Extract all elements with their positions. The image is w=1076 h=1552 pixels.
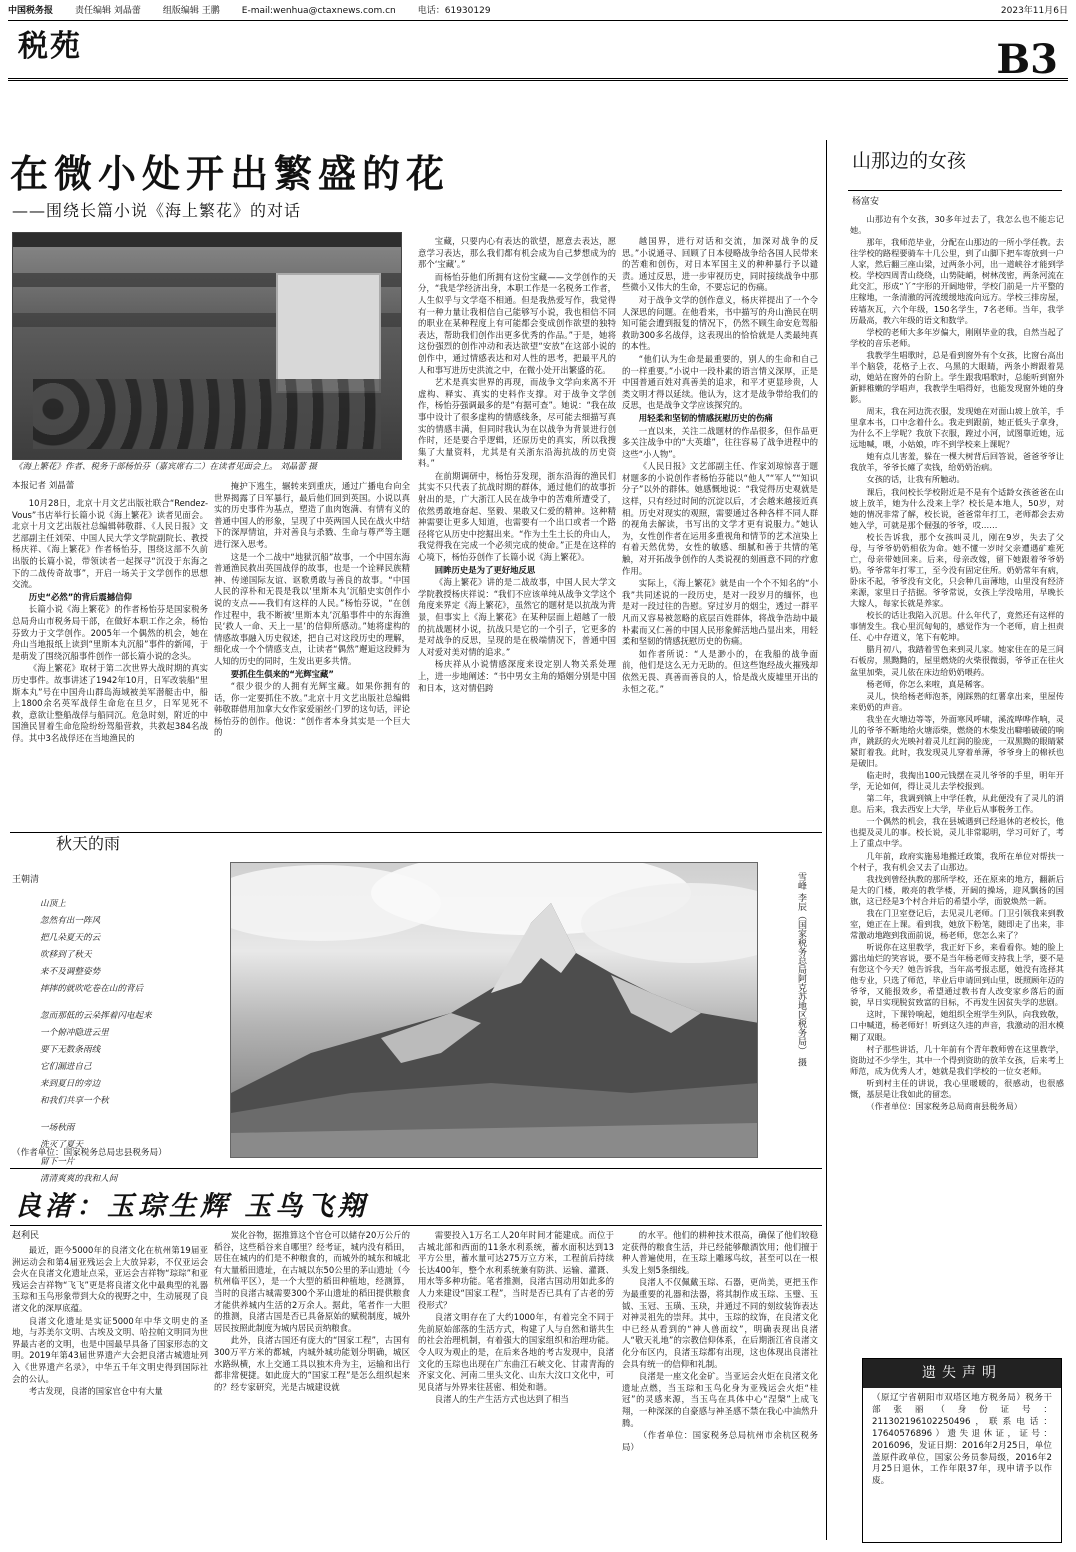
liangzhu-column-4 xyxy=(622,1230,818,1545)
paragraph: 听到村主任的讲说，我心里暖暖的，很感动，也很感慨，基层是让我如此的留恋。 xyxy=(850,1077,1064,1099)
phone: 电话：61930129 xyxy=(417,5,491,16)
paragraph: 周末，我在河边洗衣服，发现她在对面山坡上放羊，手里拿本书，口中念着什么。我走到跟前，她正低头子拿身，为什么不上学呢？我放下衣服，蹚过小河，试图靠近她，远远地喊，喂，小姑娘，咋不到学校来上课呢？ xyxy=(850,406,1064,450)
poem-line: 把几朵夏天的云 xyxy=(40,933,101,944)
paragraph: 良渚人不仅佩戴玉琮、石器，更尚美，更把玉作为最重要的礼器和法器，将其制作成玉琮、玉璧、玉钺、玉冠、玉璜、玉玦，并通过不同的刻纹装饰表达对神灵祖先的崇拜。其中，玉琮的纹饰，在良渚文化中已经从看到的“神人兽面纹”，明确表现出良渚人“敬天礼地”的宗教信仰体系，在后期浙江省良渚文化分布区内，良渚玉琮都有出现，这也体现出良渚社会具有统一的信仰和礼制。 xyxy=(622,1277,818,1369)
paragraph: 村子那些讲话，几十年前有个青年教师曾在这里教学，资助过不少学生，其中一个得到资助的放羊女孩，后来考上师范，成为优秀人才，她就是我们学校的一位女老师。 xyxy=(850,1043,1064,1076)
paragraph: 山那边有个女孩，30多年过去了，我怎么也不能忘记她。 xyxy=(850,214,1064,236)
paragraph: 掩护下逃生，辗转来到重庆，通过广播电台向全世界揭露了日军暴行，最后他们回到英国。小说以真实的历史事件为基点，塑造了血肉饱满、有情有义的普通中国人的形象，呈现了中英两国人民在战火中结下的深厚情谊，并对善良与杀戮、生命与尊严等主题进行深入思考。 xyxy=(214,481,410,549)
subheading: 要抓住生俱来的“光辉宝藏” xyxy=(230,668,334,679)
editor-credit: 责任编辑 刘晶蕾 xyxy=(75,5,141,16)
bookshelf-shape xyxy=(13,233,401,247)
poem-line: 来不及调整姿势 xyxy=(40,967,101,978)
paragraph: 那年，我师范毕业，分配在山那边的一所小学任教。去往学校的路程要骑车十几公里，到了山脚下把车寄放到一户人家，然后翻三座山梁，过两条小河，出一道峡谷才能到学校。学校四周青山绕绕，山势陡峭，树林茂密，两条河流在此交汇，形成“丫”字形的开阔地带，学校门前是一片平整的庄稼地，一条清澈的河流缓缓地流向远方。学校三排房屋，砖墙灰瓦，六个年级，150名学生，7名老师。当年，我学历最高，教六年级的语文和数学。 xyxy=(850,237,1064,325)
paragraph: 需要投入1万名工人20年时间才能建成。而位于古城北部和西面的11条水利系统，蓄水面积达到13平方公里，蓄水量可达275万立方米，工程前后持续长达400年，整个水利系统兼有防洪、运输、灌溉、用水等多种功能。笔者推测，良渚古国动用如此多的人力来建设“国家工程”，当时是否已具有了古老的劳役形式？ xyxy=(418,1230,614,1310)
story-body xyxy=(850,214,1064,1352)
paper-name: 中国税务报 xyxy=(8,5,54,16)
paragraph: “他们认为生命是最重要的，别人的生命和自己的一样重要。”小说中一段朴素的语言情义深厚，正是中国普通百姓对真善美的追求，和平才更显珍贵，人类文明才得以延续。他认为，这才是战争带给我们的反思，也是战争文学应该探究的。 xyxy=(622,353,818,411)
paragraph: 我找到曾经执教的那所学校，还在原来的地方，翻新后是大的门楼，敞亮的教学楼，开阔的操场，迎风飘扬的国旗，这已经是3个村合并后的希望小学，面貌焕然一新。 xyxy=(850,873,1064,906)
stanza-gap xyxy=(40,1110,215,1120)
paragraph: 这时，下课铃响起，她组织全班学生列队，向我致敬，口中喊道，杨老师好！听到这久违的声音，我激动的泪水模糊了双眼。 xyxy=(850,1009,1064,1042)
feature-subtitle: ——围绕长篇小说《海上繁花》的对话 xyxy=(12,201,302,220)
paragraph: 几年前，政府实施易地搬迁政策，我所在单位对帮扶一个村子，我有机会又去了山那边。 xyxy=(850,850,1064,872)
header-rule xyxy=(8,20,1068,21)
poem-author: 王朝清 xyxy=(12,875,40,885)
paragraph: 良渚文化遗址是实证5000年中华文明史的圣地，与苏美尔文明、古埃及文明、哈拉帕文明同为世界最古老的文明，也是中国最早具备了国家形态的文明。2019年第43届世界遗产大会把良渚古城遗址列入《世界遗产名录》，中华五千年文明史得到国际社会的公认。 xyxy=(12,1315,208,1384)
liangzhu-column-3 xyxy=(418,1230,614,1545)
snow-photo-caption: 雪峰 李辰（国家税务总局阿克苏地区税务局） 摄 xyxy=(796,872,806,1067)
paragraph: 长篇小说《海上繁花》的作者杨怡芬是国家税务总局舟山市税务局干部，在做好本职工作之余，杨怡芬致力于文学创作。2005年一个偶然的机会，她在舟山当地报纸上读到“里斯本丸沉船”事件的新闻，于是萌发了围绕沉船事件创作一部长篇小说的念头。 xyxy=(12,604,208,661)
paragraph: 10月28日，北京十月文艺出版社联合“Rendez-Vous”书店举行长篇小说《海上繁花》读者见面会。北京十月文艺出版社总编辑韩敬群、《人民日报》文艺部副主任刘荣、中国人民大学文学院副院长、教授杨庆祥、《海上繁花》作者杨怡芬，围绕这部不久前出版的长篇小说，带领读者一起探寻“沉没于东海之下的二战传奇故事”，开启一场关于文学创作的思想交流。 xyxy=(12,498,208,590)
feature-column-2 xyxy=(214,481,410,828)
reporter-byline: 本报记者 刘晶蕾 xyxy=(12,481,75,491)
paragraph: 良渚文明存在了大约1000年，有着完全不同于先前原始部落的生活方式，构建了人与自然和谐共生的社会治理机制，有着强大的国家组织和治理功能。令人叹为观止的是，在后来各地的考古发现中，良渚文化的玉琮也出现在广东曲江石峡文化、甘肃青海的齐家文化、河南二里头文化、山东大汶口文化中，可见良渚与外界来往甚密、相处和谐。 xyxy=(418,1312,614,1392)
paragraph: 灵儿，快给杨老师泡茶，刚踩熟的红薯拿出来，里屋传来奶奶的声音。 xyxy=(850,690,1064,712)
paragraph: 这是一个二战中“地狱沉船”故事，一个中国东海普通渔民救出英国战俘的故事，也是一个诠释民族精神、传递国际友谊、讴歌勇敢与善良的故事。“中国人民的淳朴和无畏是我以‘里斯本丸’沉船史实创作小说的支点——我们有这样的人民。”杨怡芬说，“在创作过程中，我不断被‘里斯本丸’沉船事件中的东海渔民‘救人一命、天上一星’的信仰所感动。”她将虚构的情感故事融入历史叙述，把自己对这段历史的理解，细化成一个个情感支点，让读者“偶然”邂逅这段鲜为人知的历史的同时，生发出更多共情。 xyxy=(214,551,410,666)
story-title: 山那边的女孩 xyxy=(852,150,967,172)
liangzhu-author: 赵利民 xyxy=(12,1231,40,1241)
issue-date: 2023年11月6日 xyxy=(1000,5,1068,16)
paragraph: 的水平。他们的耕种技术很高，确保了他们较稳定获得的粮食生活，并已经能够酿酒饮用；他们擅于种人普遍使用，在玉琮上雕琢鸟纹，甚至可以在一根头发上刻5条细线。 xyxy=(622,1230,818,1275)
layout-credit: 组版编辑 王鹏 xyxy=(162,5,220,16)
section-title: 税苑 xyxy=(18,29,82,64)
feature-headline: 在微小处开出繁盛的花 xyxy=(10,151,451,196)
paragraph: 学校的老师大多年岁偏大，刚刚毕业的我，自然当起了学校的音乐老师。 xyxy=(850,326,1064,348)
paragraph: 宝藏，只要内心有表达的欲望，愿意去表达，愿意学习表达，那么我们都有机会成为自己梦想成为的那个‘宝藏’。” xyxy=(418,236,616,270)
paragraph: 校长告诉我，那个女孩叫灵儿，刚在9岁，失去了父母，与爷爷奶奶相依为命。她不懂一岁时父亲遭遇矿难死亡，母亲带她回来。后来，母亲改嫁，留下她跟着爷爷奶奶。爷爷常年打零工，至今没有固定住所。奶奶常年有病，卧床不起，爷爷没有文化，只会种几亩薄地，山里没有经济来源，家里日子拮据。爷爷常说，女孩上学没啥用，早晚长大嫁人，每家长就是养家。 xyxy=(850,531,1064,609)
paragraph: 炭化谷物，据推算这个官仓可以储存20万公斤的稻谷，这些稻谷来自哪里？经考证，城内没有稻田，居住在城内的们是不种粮食的，而城外的城东和城北有大量稻田遗址，在古城以东50公里的茅山遗址（今杭州临平区），是一个大型的稻田种植地，经测算，当时的良渚古城需要300个茅山遗址的稻田提供粮食才能供养城内生活的2万余人。据此，笔者作一大胆的推测，良渚古国是否已具备原始的赋税制度，城外居民按照此制度为城内居民贡纳粮食。 xyxy=(214,1230,410,1333)
poem-line: 清清爽爽的我和人间 xyxy=(40,1174,118,1185)
poem-line: 山顶上 xyxy=(40,899,66,909)
paragraph: 我坐在火塘边等等，外面寒风呼啸，溪流哗哗作响，灵儿的爷爷不断地给火塘添柴，燃烧的木柴发出噼啪破破的响声，跳跃的火光映衬着灵儿红润的脸庞，一双黑黝的眼睛紧紧盯着我。此时，我发现灵儿穿着单薄，爷爷身上的棉袄也是破旧。 xyxy=(850,713,1064,768)
liangzhu-column-2 xyxy=(214,1230,410,1545)
notice-text: （原辽宁省朝阳市双塔区地方税务局）税务干部张丽（身份证号：211302196102250496，联系电话：17640576896）遗失退休证，证号：2016096，发证日期：2016年2月25日，单位盖原件政单位，国家公务员参局级，2016年2月25日退休，工作年限37年，现申请予以作废。 xyxy=(872,1393,1052,1487)
paragraph: 课后，我问校长学校附近是不是有个适龄女孩爸爸在山坡上放羊，她为什么没来上学？校长是本地人，50岁，对她的情况非常了解，校长说，爸爸常年打工，老师都会去劝她入学，可就是那个倔强的爷爷，哎…… xyxy=(850,486,1064,530)
poem-line: 摔摔的就吹吃卷在山的背后 xyxy=(40,984,144,995)
paragraph: 良渚人的生产生活方式也达到了相当 xyxy=(434,1394,569,1405)
poem-affiliation: （作者单位：国家税务总局忠县税务局） xyxy=(12,1148,167,1158)
poem-body xyxy=(40,896,215,1188)
lost-notice-box xyxy=(862,1358,1062,1543)
paragraph: （作者单位：国家税务总局杭州市余杭区税务局） xyxy=(622,1430,818,1452)
audience-shape xyxy=(33,379,381,449)
page-number: B3 xyxy=(996,36,1058,83)
title-rule xyxy=(848,190,1062,191)
liangzhu-column-1 xyxy=(12,1245,208,1545)
paragraph: 如作者所说：“人是渺小的，在我船的战争面前，他们是这么无力无助的。但这些饱经战火摧残却依然无畏、真善而善良的人，恰是战火废墟里开出的永恒之花。” xyxy=(622,648,818,694)
poem-line: 留下一片 xyxy=(40,1157,75,1168)
paragraph: 良渚是一座文化金矿。当亚运会火炬在良渚文化遗址点燃，当玉琮和玉鸟化身为亚残运会火炬“桂冠”的灵感来源，当玉鸟在具体中心“涅槃”上成飞翔，一种深深的自豪感与神圣感不禁在我心中油然升腾。 xyxy=(622,1371,818,1428)
reading-event-photo xyxy=(12,232,402,460)
paragraph: 《海上繁花》取材于第二次世界大战时期的真实历史事件。故事讲述了1942年10月，日军改装船“里斯本丸”号在中国舟山群岛海域被美军潜艇击中，船上1800余名英军战俘生命危在旦夕，日军见死不救，意欲让整船战俘与船同沉。危急时刻，附近的中国渔民冒着生命危险纷纷驾船营救，共救起384名战俘。其中3名战俘还在当地渔民的 xyxy=(12,663,208,743)
paragraph: 腊月初八，我踏着雪色来到灵儿家。她家住在的是三间石板房，黑黝黝的，屋里燃烧的火柴很微弱，爷爷正在往火盆里加柴，灵儿依在床边给奶奶喂药。 xyxy=(850,644,1064,677)
paragraph: 艺术是真实世界的再现，而战争文学向来离不开虚构、释实、真实的史料作支撑。对于战争文学创作，杨怡芬强调最多的是“有据可查”。她说：“我在故事中设计了很多虚构的情感线条，尽可能去细描写真实的情感丰满，但同时我认为在以战争为背景进行创作时，还是要合乎逻辑，还原历史的真实，所以我搜集了大量资料，尤其是有关浙东沿海抗战的历史资料。” xyxy=(418,377,616,469)
feature-column-1 xyxy=(12,498,208,828)
poem-line: 洗灭了夏天 xyxy=(40,1140,83,1151)
paragraph: 临走时，我掏出100元钱摆在灵儿爷爷的手里，明年开学，无论如何，得让灵儿去学校报到。 xyxy=(850,770,1064,792)
title-rule xyxy=(10,1225,822,1226)
paragraph: 她有点儿害羞，躲在一棵大树背后回答说，爸爸爷爷让我放羊，爷爷长瘫了卖钱，给奶奶治病。 xyxy=(850,451,1064,473)
paragraph: 杨庆祥从小说情感深度来设定别人物关系处理上，进一步地阐述：“书中男女主角的婚姻分别是中国和日本，这对情侣跨 xyxy=(418,659,616,693)
poem-line: 忽而那低的云朵挥着闪电起来 xyxy=(40,1011,152,1022)
paragraph: 一直以来，关注二战题材的作品很多，但作品更多关注战争中的“大英雄”，往往容易了战争进程中的这些“小人物”。 xyxy=(622,425,818,459)
poem-line: 它们漏进自己 xyxy=(40,1062,92,1073)
mountain-illustration xyxy=(231,863,758,1158)
poem-line: 和我们共享一个秋 xyxy=(40,1096,109,1107)
feature-column-3 xyxy=(418,236,616,828)
paragraph: 《海上繁花》讲的是二战故事，中国人民大学文学院教授杨庆祥说：“我们不应该单纯从战争文学这个角度来界定《海上繁花》，虽然它的题材是以抗战为背景，但事实上《海上繁花》在某种层面上超越了一般的抗战题材小说，抗战只是它的一个引子，它更多的是对战争的反思，呈现的是在极端情况下，普通中国人对爱对美对情的追求。” xyxy=(418,577,616,657)
poem-title: 秋天的雨 xyxy=(56,834,121,853)
paragraph: （作者单位：国家税务总局商南县税务局） xyxy=(866,1100,1022,1111)
column-separator xyxy=(826,140,827,1540)
subheading: 用轻柔和坚韧的情感抚慰历史的伤痛 xyxy=(638,412,773,423)
paragraph: 杨老师，你怎么来啦，真是稀客。 xyxy=(866,678,990,689)
paragraph: 而杨怡芬他们所拥有这份宝藏——文学创作的天分，“我是学经济出身，本职工作是一名税务工作者，人生似乎与文学毫不相通。但是我热爱写作，我觉得有一种力量让我相信自己能够写小说，我也相信不同的职业在某种程度上有可能都会变成创作欲望的独特表达，帮助我们创作出更多优秀的作品。”于是，她将这份强烈的创作冲动和表达欲望“安放”在这部小说的创作中，通过情感表达和对人性的思考，把最平凡的人和事写进历史洪流之中，在微小处开出繁盛的花。 xyxy=(418,271,616,375)
stanza-gap xyxy=(40,998,215,1008)
paragraph: 此外，良渚古国还有庞大的“国家工程”，古国有300万平方米的都城，内城外城功能划分明确，城区水路纵横，水上交通工具以独木舟为主，运输和出行都非常便捷。如此庞大的“国家工程”是怎么组织起来的？经专家研究，光是古城建设就 xyxy=(214,1335,410,1392)
paragraph: 女孩的话，让我有所触动。 xyxy=(866,474,965,485)
section-separator xyxy=(10,832,822,833)
paragraph: 我教学生唱歌时，总是看到窗外有个女孩，比窗台高出半个脑袋，花格子上衣、乌黑的大眼睛，两条小辫跟着晃动，她站在窗外的台阶上。学生跟我唱歌时，总能听到窗外新鲜稚嫩的学唱声，我教学生唱得好，也能发现窗外她的身影。 xyxy=(850,349,1064,404)
paragraph: 越国界，进行对话和交流，加深对战争的反思。”小说通寻、回顾了日本侵略战争给各国人民带来的苦难和创伤，对日本军国主义的种种暴行予以谴责。通过反思，进一步审视历史，同时接续战争中那些微小又伟大的生命，不要忘记的伤痛。 xyxy=(622,236,818,293)
poem-line: 来到夏日的旁边 xyxy=(40,1079,101,1090)
paragraph: “很少很少的人拥有光辉宝藏。如果你拥有的话，你一定要抓住不放。”北京十月文艺出版社总编辑韩敬群借用加拿大女作家爱丽丝·门罗的这句话，评论杨怡芬的创作。他说：“创作者本身其实是一个巨大的 xyxy=(214,681,410,738)
paragraph: 第二年，我调到镇上中学任教，从此便没有了灵儿的消息。后来，我去西安上大学，毕业后从事税务工作。 xyxy=(850,793,1064,815)
paragraph: 在前期调研中，杨怡芬发现，浙东沿海的渔民们其实不只代表了抗战时期的群体，通过他们的故事折射出的是，广大浙江人民在战争中的苦难所遭受了，依然勇敢地奋起、坚毅、果敢又仁爱的精神。这种精神需要让更多人知道，也需要有一个出口或者一个路径将它从历史中挖掘出来。“作为土生土长的舟山人，我觉得我在完成一个必须完成的使命。”正是在这样的心境下，杨怡芬创作了长篇小说《海上繁花》。 xyxy=(418,470,616,563)
paragraph: 我在门卫室登记后，去见灵儿老师。门卫引领我来到教室，她正在上课。看到我，她放下粉笔，随即走了出来，非常激动地跑到我面前说，杨老师，您怎么来了？ xyxy=(850,907,1064,940)
event-banner-shape xyxy=(276,273,381,393)
poem-line: 吹移到了秋天 xyxy=(40,950,92,961)
liangzhu-headline: 良渚：玉琮生辉 玉鸟飞翔 xyxy=(14,1191,369,1222)
poem-line: 一个俯冲隐进云里 xyxy=(40,1028,109,1039)
paragraph: 对于战争文学的创作意义，杨庆祥提出了一个令人深思的问题。在他看来，书中描写的舟山渔民在明知可能会遭到报复的情况下，仍然不顾生命安危驾船救助300多名战俘，这表现出的恰恰就是人类最纯真的本性。 xyxy=(622,294,818,352)
feature-column-4 xyxy=(622,236,818,828)
paragraph: 实际上，《海上繁花》就是由一个个不知名的“小我”共同述说的一段历史，是对一段岁月的缅怀，也是对一段过往的告慰。穿过岁月的烟尘，透过一群平凡而又容易被忽略的底层百姓群体，将战争浩劫中最朴素而又仁善的中国人民形象鲜活地凸显出来，用轻柔和坚韧的情感抚慰历史的伤痛。 xyxy=(622,578,818,647)
poem-line: 忽然有出一阵风 xyxy=(40,916,101,927)
paragraph: 校长的话让我陷入沉思。什么年代了，竟然还有这样的事情发生。我心里沉甸甸的，感觉作为一个老师，肩上担责任、心中存道义，笔下有乾坤。 xyxy=(850,610,1064,643)
poem-line: 一场秋雨 xyxy=(40,1123,75,1134)
subheading: 历史“必然”的背后震撼信仰 xyxy=(28,591,132,602)
email: E-mail:wenhua@ctaxnews.com.cn xyxy=(241,5,396,16)
paragraph: 最近，距今5000年的良渚文化在杭州第19届亚洲运动会和第4届亚残运会上大放异彩，不仅亚运会会火在良渚文化遗址点采，亚运会吉祥物“琮琮”和亚残运会吉祥物“飞飞”更是将良渚文化中最典型的礼器玉琮和玉鸟形象带到大众的视野之中，生动展现了良渚文化的深厚底蕴。 xyxy=(12,1245,208,1313)
subheading: 回眸历史是为了更好地反思 xyxy=(434,564,536,575)
header-bar xyxy=(8,4,1068,18)
paragraph: 考古发现，良渚的国家官仓中有大量 xyxy=(28,1386,163,1397)
paragraph: 听说你在这里教学，我正好下乡，来看看你。她的脸上露出灿烂的笑容说，要不是当年杨老师支持我上学，要不是有您这个今天？她告诉我，当年高考报志愿，她没有选择其他专业，只选了师范，毕业后申请回到山里，既照顾年迈的爷爷，又能报效乡，希望通过教书育人改变家乡落后的面貌，早日实现脱贫致富的目标，不再发生因贫失学的悲剧。 xyxy=(850,942,1064,1008)
story-author: 杨富安 xyxy=(852,197,880,207)
paragraph: 《人民日报》文艺部副主任、作家刘琼惊喜于题材题多的小说创作者杨怡芬能以“他人”“军人”“知识分子”以外的群体。她感慨地说：“我觉得历史观就是这样，只有经过时间的沉淀以后，才会越来越接近真相。历史对现实的观照，需要通过各种各样不同人群的视角去解读，书写出的文学才更有说服力。”她认为，女性创作者在运用多重视角和情节的艺术渲染上有着天然优势，女性的敏感、细腻和善于共情的笔触，对开拓战争创作的人类说视的刻画意不同的疗愈作用。 xyxy=(622,461,818,576)
header-double-rule xyxy=(8,78,1068,81)
poem-line: 要下无数条雨线 xyxy=(40,1045,101,1056)
photo-caption: 《海上繁花》作者、税务干部杨怡芬（嘉宾席右二）在读者见面会上。 刘晶蕾 摄 xyxy=(14,462,317,472)
paragraph: 一个偶然的机会，我在县城遇到已经退休的老校长，他也提及灵儿的事。校长说，灵儿非常聪明，学习可好了，考上了重点中学。 xyxy=(850,816,1064,849)
notice-title: 遗失声明 xyxy=(863,1359,1061,1388)
snow-peak-photo xyxy=(230,862,758,1158)
